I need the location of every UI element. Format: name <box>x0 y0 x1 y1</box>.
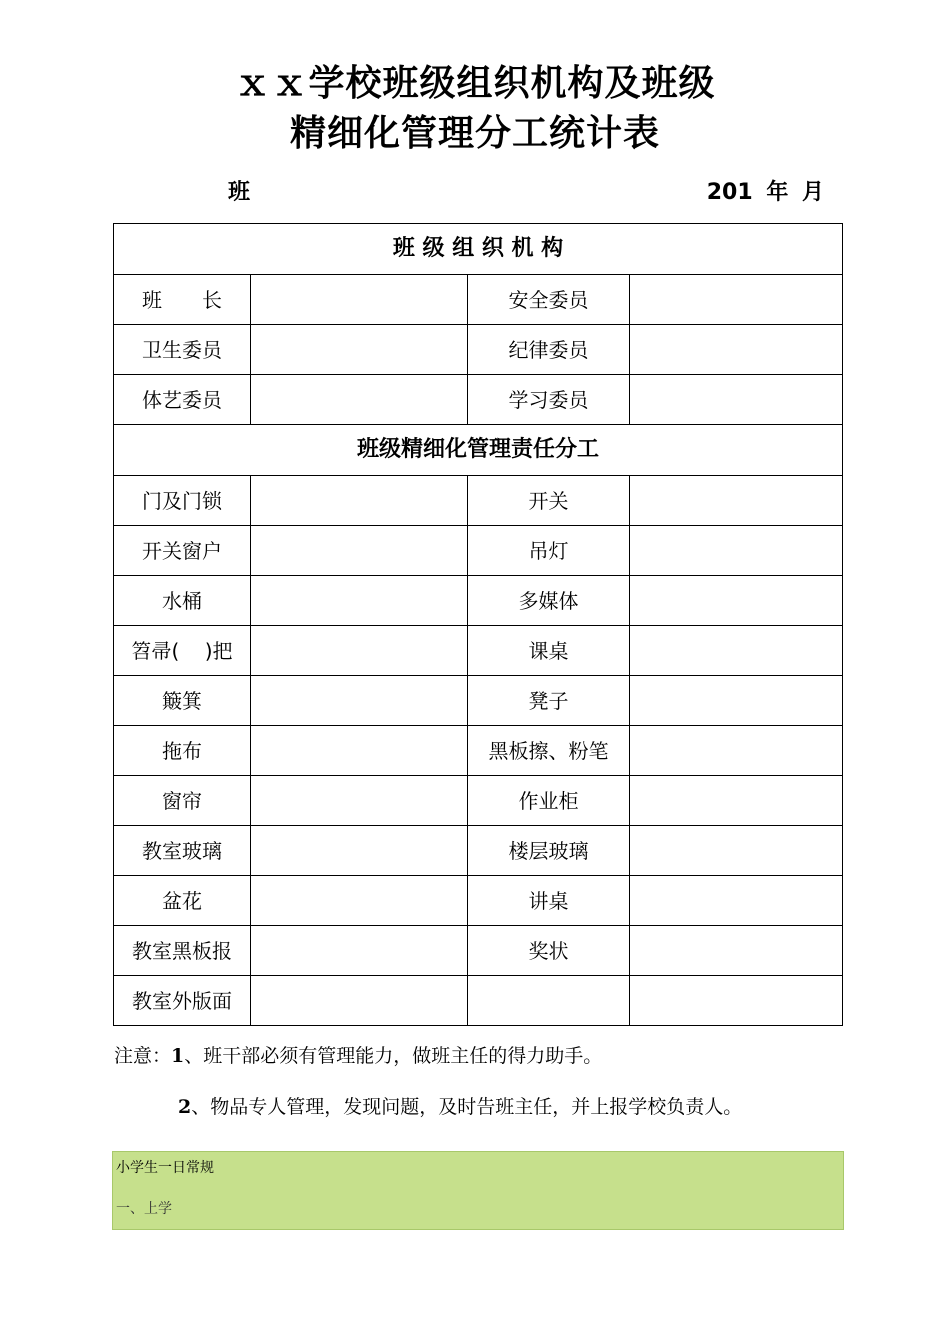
note-prefix: 注意： <box>114 1045 172 1067</box>
document-title-line1: ｘｘ学校班级组织机构及班级 <box>234 63 716 104</box>
note-2 <box>178 1092 742 1122</box>
table-row <box>114 976 843 1026</box>
duty-label: 水桶 <box>114 576 251 626</box>
section-heading-duties: 班级精细化管理责任分工 <box>114 425 843 476</box>
table-row <box>114 726 843 776</box>
duty-owner-cell[interactable] <box>251 626 468 676</box>
duty-label: 开关窗户 <box>114 526 251 576</box>
role-name-cell[interactable] <box>630 325 843 375</box>
table-row <box>114 576 843 626</box>
duty-owner-cell[interactable] <box>630 876 843 926</box>
duty-label: 奖状 <box>468 926 630 976</box>
duty-label: 教室外版面 <box>114 976 251 1026</box>
duty-label: 多媒体 <box>468 576 630 626</box>
date-label: 201 年 月 <box>706 180 824 205</box>
duty-label: 凳子 <box>468 676 630 726</box>
duty-owner-cell[interactable] <box>630 576 843 626</box>
duty-owner-cell[interactable] <box>630 726 843 776</box>
duty-label: 拖布 <box>114 726 251 776</box>
duty-label: 楼层玻璃 <box>468 826 630 876</box>
role-label: 安全委员 <box>468 275 630 325</box>
duty-owner-cell[interactable] <box>630 776 843 826</box>
role-label: 卫生委员 <box>114 325 251 375</box>
table-row <box>114 876 843 926</box>
duty-owner-cell[interactable] <box>251 726 468 776</box>
table-row <box>114 526 843 576</box>
duty-label: 簸箕 <box>114 676 251 726</box>
table-row <box>114 375 843 425</box>
daily-rules-title: 小学生一日常规 <box>116 1160 214 1176</box>
duty-owner-cell[interactable] <box>251 826 468 876</box>
daily-rules-box <box>112 1151 844 1230</box>
duty-label: 黑板擦、粉笔 <box>468 726 630 776</box>
role-name-cell[interactable] <box>251 375 468 425</box>
role-label: 班 长 <box>114 275 251 325</box>
note-1-text: 、班干部必须有管理能力，做班主任的得力助手。 <box>184 1045 603 1067</box>
role-name-cell[interactable] <box>251 325 468 375</box>
section-heading-row <box>114 224 843 275</box>
duty-owner-cell[interactable] <box>630 626 843 676</box>
duty-label: 教室黑板报 <box>114 926 251 976</box>
role-name-cell[interactable] <box>630 375 843 425</box>
note-2-number: 2 <box>178 1096 192 1118</box>
table-row <box>114 676 843 726</box>
duty-label: 讲桌 <box>468 876 630 926</box>
duty-owner-cell[interactable] <box>251 526 468 576</box>
table-row <box>114 826 843 876</box>
duty-owner-cell[interactable] <box>630 976 843 1026</box>
duty-label <box>468 976 630 1026</box>
table-row <box>114 926 843 976</box>
duty-owner-cell[interactable] <box>630 476 843 526</box>
daily-rules-item: 一、上学 <box>116 1201 172 1217</box>
section-heading-organization: 班 级 组 织 机 构 <box>114 224 843 275</box>
table-row <box>114 776 843 826</box>
duty-label: 笤帚( )把 <box>114 626 251 676</box>
duty-owner-cell[interactable] <box>630 826 843 876</box>
duty-owner-cell[interactable] <box>630 526 843 576</box>
table-row <box>114 275 843 325</box>
duty-owner-cell[interactable] <box>251 476 468 526</box>
duty-label: 作业柜 <box>468 776 630 826</box>
duty-label: 教室玻璃 <box>114 826 251 876</box>
duty-owner-cell[interactable] <box>251 876 468 926</box>
duty-label: 窗帘 <box>114 776 251 826</box>
duty-owner-cell[interactable] <box>251 576 468 626</box>
note-1-number: 1 <box>171 1045 185 1067</box>
role-name-cell[interactable] <box>251 275 468 325</box>
duty-label: 课桌 <box>468 626 630 676</box>
role-name-cell[interactable] <box>630 275 843 325</box>
duty-owner-cell[interactable] <box>630 676 843 726</box>
note-1 <box>114 1041 602 1071</box>
duty-label: 盆花 <box>114 876 251 926</box>
duty-label: 开关 <box>468 476 630 526</box>
document-title-line2: 精细化管理分工统计表 <box>289 113 660 154</box>
class-organization-table <box>113 223 843 1026</box>
role-label: 体艺委员 <box>114 375 251 425</box>
duty-owner-cell[interactable] <box>251 776 468 826</box>
duty-owner-cell[interactable] <box>251 926 468 976</box>
table-row <box>114 325 843 375</box>
duty-label: 吊灯 <box>468 526 630 576</box>
section-heading-row <box>114 425 843 476</box>
table-row <box>114 626 843 676</box>
duty-label: 门及门锁 <box>114 476 251 526</box>
note-2-text: 、物品专人管理，发现问题，及时告班主任，并上报学校负责人。 <box>191 1096 743 1118</box>
duty-owner-cell[interactable] <box>251 676 468 726</box>
role-label: 学习委员 <box>468 375 630 425</box>
role-label: 纪律委员 <box>468 325 630 375</box>
table-row <box>114 476 843 526</box>
duty-owner-cell[interactable] <box>630 926 843 976</box>
duty-owner-cell[interactable] <box>251 976 468 1026</box>
class-label: 班 <box>228 180 251 205</box>
